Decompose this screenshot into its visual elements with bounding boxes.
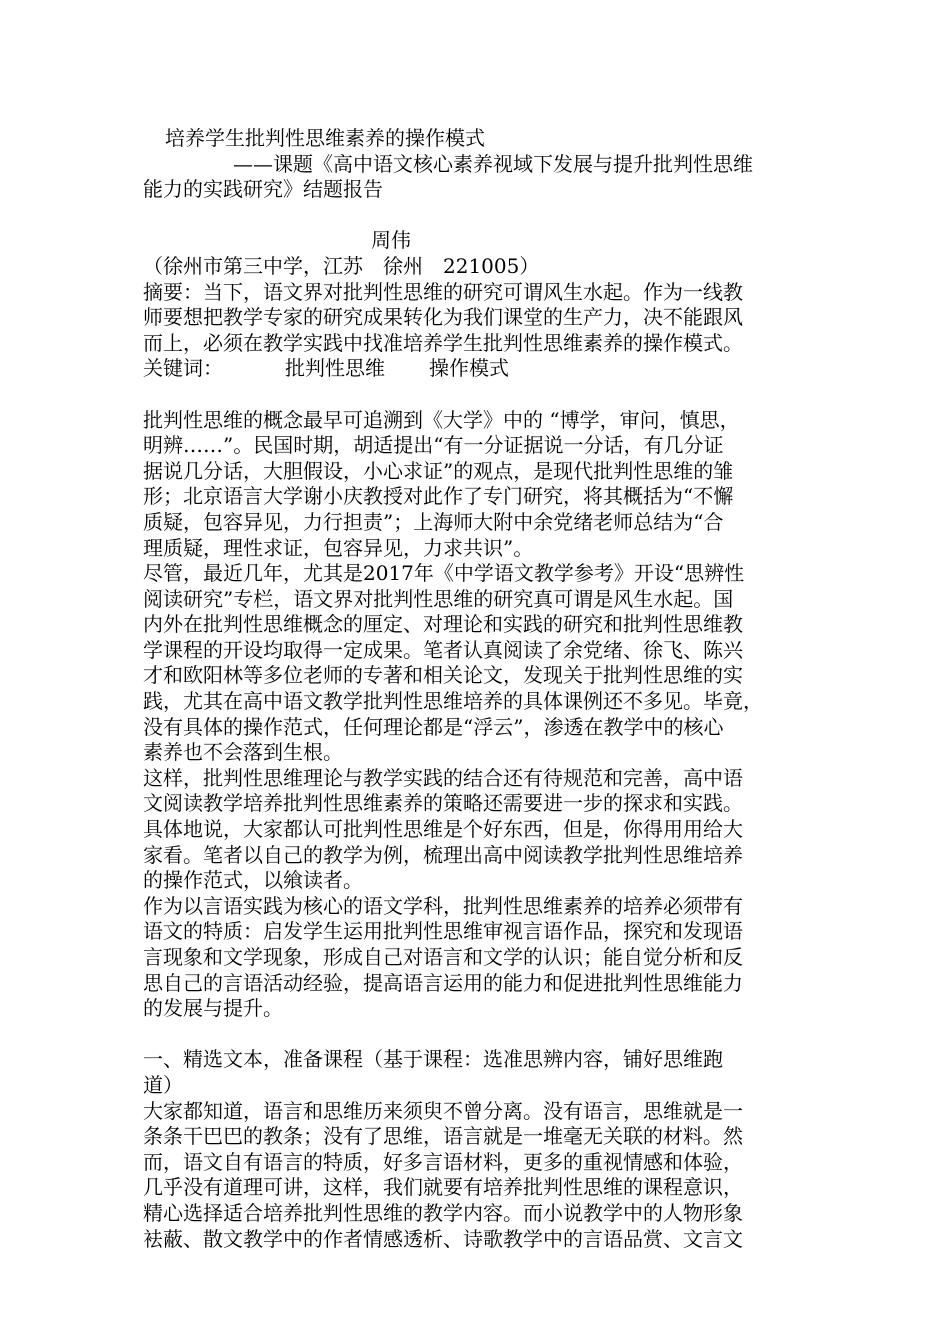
paragraph-2 [143,561,808,766]
paragraph-line: 言现象和文学现象，形成自己对语言和文学的认识；能自觉分析和反 [143,945,743,969]
blank-line [143,1022,808,1048]
paragraph-line: 这样，批判性思维理论与教学实践的结合还有待规范和完善，高中语 [143,765,743,790]
blank-line [143,382,808,408]
subtitle-line-1: ——课题《高中语文核心素养视域下发展与提升批判性思维 [233,151,753,176]
heading-line: 一、精选文本，准备课程（基于课程：选准思辨内容，铺好思维跑 [143,1047,723,1072]
paragraph-line: 尽管，最近几年，尤其是2017年《中学语文教学参考》开设“思辨性 [143,561,745,586]
paragraph-line: 阅读研究”专栏，语文界对批判性思维的研究真可谓是风生水起。国 [143,586,734,611]
subtitle-line-2: 能力的实践研究》结题报告 [143,177,383,202]
paragraph-3 [143,766,808,894]
paragraph-line: 践，尤其在高中语文教学批判性思维培养的具体课例还不多见。毕竟， [143,689,763,714]
paragraph-line: 没有具体的操作范式，任何理论都是“浮云”，渗透在教学中的核心 [143,714,724,739]
paragraph-line: 条条干巴巴的教条；没有了思维，语言就是一堆毫无关联的材料。然 [143,1124,743,1149]
keywords [143,356,808,382]
document-title: 培养学生批判性思维素养的操作模式 [165,126,485,150]
author-affiliation: （徐州市第三中学，江苏 徐州 221005） [143,253,540,278]
paragraph-line: 精心选择适合培养批判性思维的教学内容。而小说教学中的人物形象 [143,1200,743,1225]
paragraph-line: 才和欧阳林等多位老师的专著和相关论文，发现关于批判性思维的实 [143,663,743,688]
paragraph-line: 理质疑，理性求证，包容异见，力求共识”。 [143,535,534,560]
paragraph-line: 作为以言语实践为核心的语文学科，批判性思维素养的培养必须带有 [143,893,743,918]
paragraph-line: 明辨……”。民国时期，胡适提出“有一分证据说一分话，有几分证 [143,433,724,458]
paragraph-line: 形；北京语言大学谢小庆教授对此作了专门研究，将其概括为“不懈 [143,484,734,509]
paragraph-line: 学课程的开设均取得一定成果。笔者认真阅读了余党绪、徐飞、陈兴 [143,637,743,662]
document-page [143,126,808,1252]
keywords-label: 关键词： [143,356,223,381]
section-1-body [143,1099,808,1253]
abstract-line: 而上，必须在教学实践中找准培养学生批判性思维素养的操作模式。 [143,330,743,355]
paragraph-line: 文阅读教学培养批判性思维素养的策略还需要进一步的探求和实践。 [143,791,743,816]
abstract-line: 师要想把教学专家的研究成果转化为我们课堂的生产力，决不能跟风 [143,305,743,330]
paragraph-line: 的发展与提升。 [143,996,283,1021]
abstract-line: 摘要：当下，语文界对批判性思维的研究可谓风生水起。作为一线教 [143,279,743,304]
paragraph-line: 家看。笔者以自己的教学为例，梳理出高中阅读教学批判性思维培养 [143,842,743,867]
paragraph-line: 据说几分话，大胆假设，小心求证”的观点，是现代批判性思维的雏 [143,458,734,483]
author-name: 周伟 [371,228,411,253]
paragraph-line: 素养也不会落到生根。 [143,740,343,765]
paragraph-1 [143,408,808,562]
paragraph-line: 内外在批判性思维概念的厘定、对理论和实践的研究和批判性思维教 [143,612,743,637]
paragraph-line: 质疑，包容异见，力行担责”；上海师大附中余党绪老师总结为“合 [143,509,724,534]
paragraph-line: 的操作范式，以飨读者。 [143,868,363,893]
section-1-heading [143,1047,808,1098]
heading-line: 道） [143,1072,183,1097]
paragraph-line: 语文的特质：启发学生运用批判性思维审视言语作品，探究和发现语 [143,919,743,944]
paragraph-line: 几乎没有道理可讲，这样，我们就要有培养批判性思维的课程意识， [143,1175,743,1200]
paragraph-4 [143,894,808,1022]
paragraph-line: 批判性思维的概念最早可追溯到《大学》中的 “博学，审问，慎思， [143,407,740,432]
paragraph-line: 而，语文自有语言的特质，好多言语材料，更多的重视情感和体验， [143,1149,743,1174]
keyword-item: 批判性思维 [285,356,385,381]
blank-line [143,203,808,229]
paragraph-line: 大家都知道，语言和思维历来须臾不曾分离。没有语言，思维就是一 [143,1098,743,1123]
paragraph-line: 袪蔽、散文教学中的作者情感透析、诗歌教学中的言语品赏、文言文 [143,1226,743,1251]
paragraph-line: 思自己的言语活动经验，提高语言运用的能力和促进批判性思维能力 [143,970,743,995]
keyword-item: 操作模式 [429,356,509,381]
abstract [143,280,808,357]
paragraph-line: 具体地说，大家都认可批判性思维是个好东西，但是，你得用用给大 [143,817,743,842]
